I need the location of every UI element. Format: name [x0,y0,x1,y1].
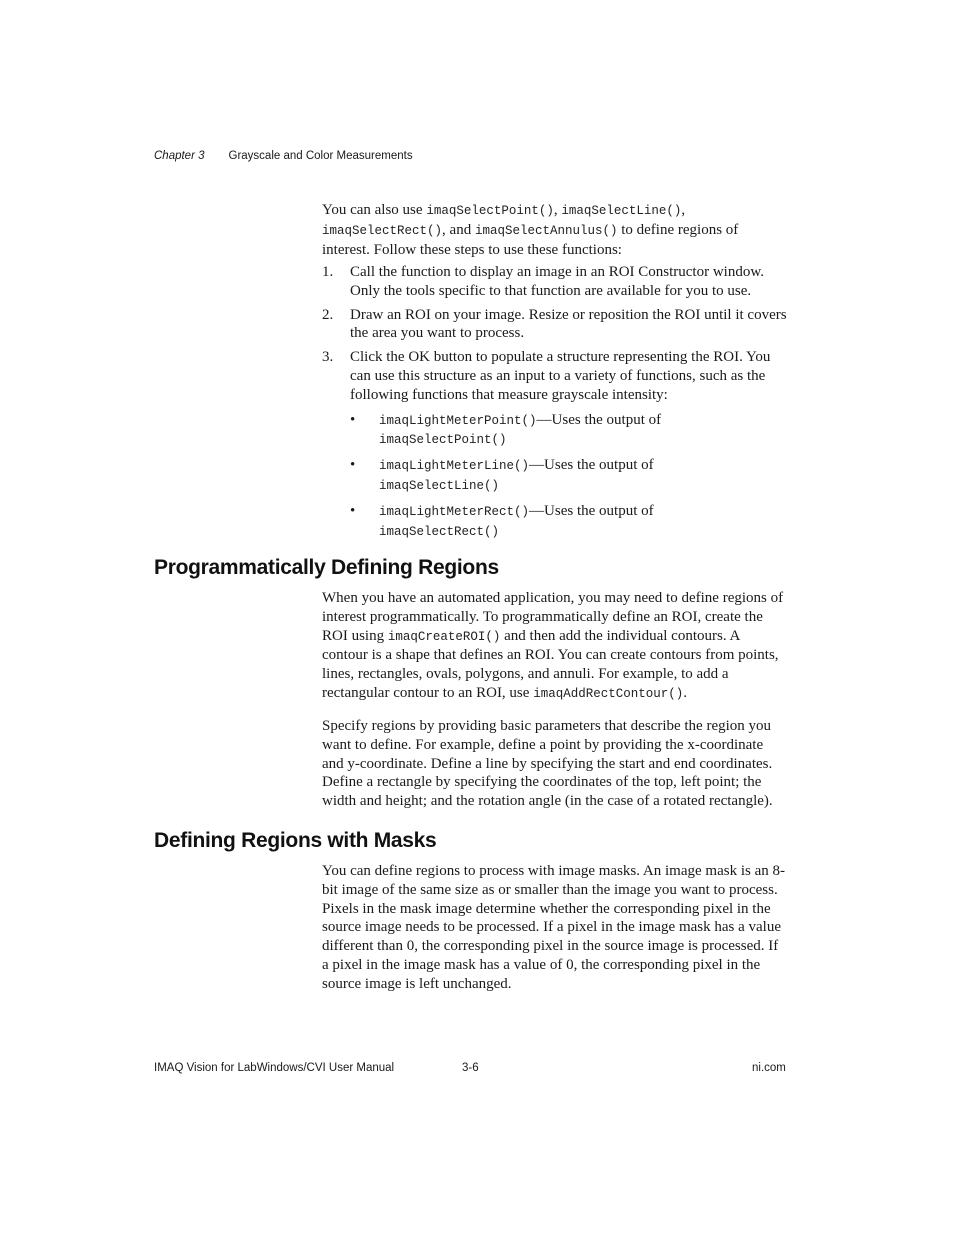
bullet-text: —Uses the output of [536,411,662,428]
paragraph-text: and then add the individual contours. A contour is a shape that defines an ROI. You can create contours from points, lines, rectangles, ovals, polygons, and annuli. For example, to add a rectangular contour to an ROI, use [322,627,779,701]
section2-paragraph [322,862,788,994]
bullet-mark: • [350,502,356,519]
paragraph-text: You can define regions to process with image masks. An image mask is an 8-bit image of the same size as or smaller than the image you want to process. Pixels in the mask image determine whether the corresponding pixel in the source image needs to be processed. If a pixel in the image mask has a value different than 0, the corresponding pixel in the source image is processed. If a pixel in the image mask has a value of 0, the corresponding pixel in the source image is left unchanged. [322,863,785,992]
code-function: imaqLightMeterRect() [379,504,530,519]
code-function: imaqLightMeterPoint() [379,413,537,428]
code-function: imaqCreateROI() [387,629,501,644]
code-function: imaqSelectRect() [322,223,443,238]
paragraph-text: Specify regions by providing basic parameters that describe the region you want to define. For example, define a point by providing the x-coordinate and y-coordinate. Define a line by specifying the start and end coordinates. Define a rectangle by specifying the coordinates of the top, left point; the width and height; and the rotation angle (in the case of a rotated rectangle). [322,718,773,810]
paragraph-text: When you have an automated application, you may need to define regions of interest programmatically. To programmatically define an ROI, create the ROI using [322,590,784,644]
code-function: imaqSelectLine() [561,204,682,218]
code-function: imaqSelectAnnulus() [474,223,618,238]
bullet-mark: • [350,457,356,474]
code-function: imaqAddRectContour() [533,686,684,701]
code-function: imaqSelectLine() [379,478,500,493]
section-heading: Programmatically Defining Regions [154,556,499,579]
intro-text: , [553,202,562,218]
steps-list [322,263,788,547]
footer-site: ni.com [752,1062,786,1074]
running-header [154,150,413,162]
step-text: Call the function to display an image in an ROI Constructor window. Only the tools specific to that function are available for you to use. [350,264,764,299]
bullet-item [350,411,788,451]
paragraph-text: . [683,684,687,701]
step-number: 2. [322,306,334,323]
intro-text: , [681,202,686,218]
step-number: 3. [322,349,334,366]
footer-manual-title: IMAQ Vision for LabWindows/CVI User Manual [154,1062,395,1074]
section-heading: Defining Regions with Masks [154,829,437,852]
bullet-text: —Uses the output of [529,502,654,519]
step-text: Click the OK button to populate a structure representing the ROI. You can use this structure as an input to a variety of functions, such as the following functions that measure grayscale intensity: [350,349,771,403]
intro-text: to define regions of interest. Follow these steps to use these functions: [322,221,739,258]
bullet-item [350,456,788,496]
list-item [322,263,788,301]
bullet-text: —Uses the output of [529,457,654,474]
code-function: imaqSelectPoint() [379,433,507,448]
list-item [322,348,788,541]
intro-paragraph [322,201,788,259]
section1-paragraph-1 [322,589,788,704]
section-title: Grayscale and Color Measurements [228,150,413,162]
step-text: Draw an ROI on your image. Resize or reposition the ROI until it covers the area you want to process. [350,306,787,342]
bullet-item [350,502,788,542]
list-item [322,306,788,344]
code-function: imaqLightMeterLine() [379,459,530,474]
code-function: imaqSelectRect() [379,524,500,539]
step-number: 1. [322,264,334,280]
footer-page-number: 3-6 [462,1062,479,1074]
code-function: imaqSelectPoint() [426,204,554,218]
bullet-list [350,411,788,542]
intro-text: , and [442,221,475,238]
section1-paragraph-2 [322,717,788,811]
chapter-label: Chapter 3 [154,150,205,162]
bullet-mark: • [350,411,356,428]
intro-text: You can also use [322,202,427,218]
